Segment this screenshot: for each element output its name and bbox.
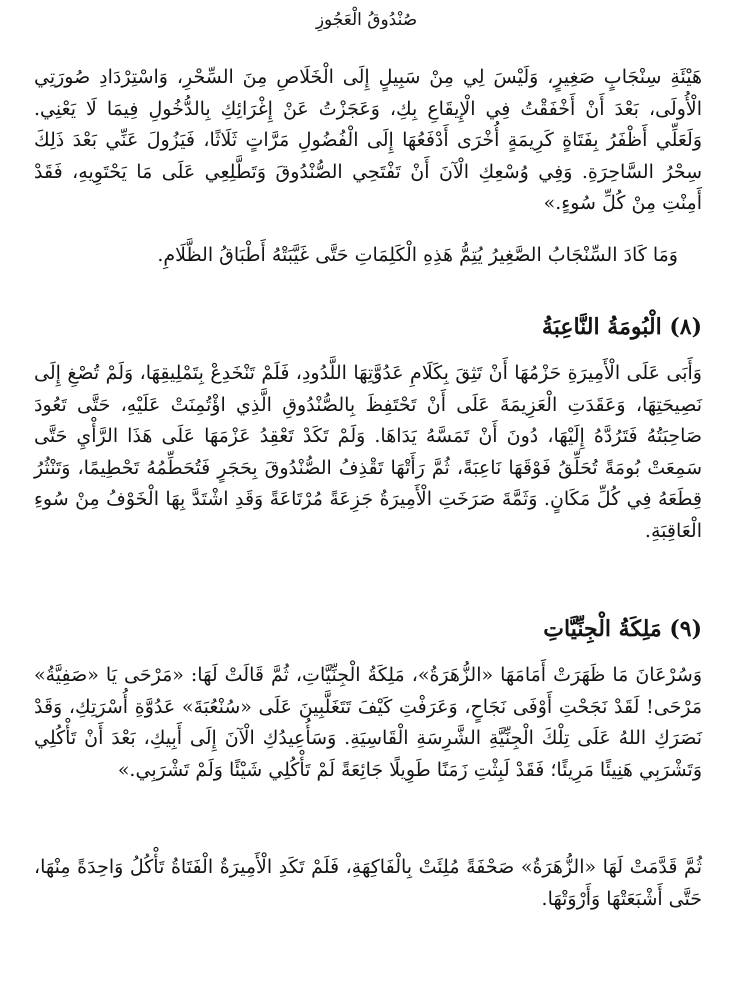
paragraph-5: ثُمَّ قَدَّمَتْ لَهَا «الزُّهَرَةُ» صَحْفَةً مُلِئَتْ بِالْفَاكِهَةِ، فَلَمْ تَكَدِ الْأَمِيرَةُ الْفَتَاةُ تَأْكُلُ وَاحِدَةً مِنْهَا، حَتَّى أَشْبَعَتْهَا وَأَرْوَتْهَا. [34,856,702,910]
paragraph-2: وَمَا كَادَ السِّنْجَابُ الصَّغِيرُ يُتِمُّ هَذِهِ الْكَلِمَاتِ حَتَّى غَيَّبَتْهُ أَطْبَاقُ الظَّلَامِ. [157,244,678,266]
chapter-heading-8: (٨) الْبُومَةُ النَّاعِبَةُ [541,314,702,340]
paragraph-3: وَأَبَى عَلَى الْأَمِيرَةِ حَزْمُهَا أَنْ تَثِقَ بِكَلَامِ عَدُوَّتِهَا اللَّدُودِ، فَلَمْ تَنْخَدِعْ بِتَمْلِيقِهَا، وَلَمْ تُصْغِ إِلَى نَصِيحَتِهَا، وَعَقَدَتِ الْعَزِيمَةَ عَلَى أَنْ تَحْتَفِظَ بِالصُّنْدُوقِ الَّذِي اؤْتُمِنَتْ عَلَيْهِ، حَتَّى تَعُودَ صَاحِبَتُهُ فَتَرُدَّهُ إِلَيْهَا، دُونَ أَنْ تَمَسَّهُ يَدَاهَا. وَلَمْ تَكَدْ تَعْقِدُ عَزْمَهَا عَلَى هَذَا الرَّأْيِ حَتَّى سَمِعَتْ بُومَةً تُحَلِّقُ فَوْقَهَا نَاعِبَةً، ثُمَّ رَأَتْهَا تَقْذِفُ الصُّنْدُوقَ بِحَجَرٍ فَتُحَطِّمُهُ تَحْطِيمًا، وَتَنْثُرُ قِطَعَهُ فِي كُلِّ مَكَانٍ. وَثَمَّةَ صَرَخَتِ الْأَمِيرَةُ جَزِعَةً مُرْتَاعَةً وَقَدِ اشْتَدَّ بِهَا الْخَوْفُ مِنْ سُوءِ الْعَاقِبَةِ. [34,362,702,542]
running-head: صُنْدُوقُ الْعَجُوزِ [315,10,418,30]
chapter-heading-9: (٩) مَلِكَةُ الْجِنِّيَّاتِ [543,616,702,642]
paragraph-4: وَسُرْعَانَ مَا ظَهَرَتْ أَمَامَهَا «الزُّهَرَةُ»، مَلِكَةُ الْجِنِّيَّاتِ، ثُمَّ قَالَتْ لَهَا: «مَرْحَى يَا «صَفِيَّةُ» مَرْحَى! لَقَدْ نَجَحْتِ أَوْفَى نَجَاحٍ، وَعَرَفْتِ كَيْفَ تَتَغَلَّبِينَ عَلَى «سُنْعُبَةَ» عَدُوَّةِ أُسْرَتِكِ، وَقَدْ نَصَرَكِ اللهُ عَلَى تِلْكَ الْجِنِّيَّةِ الشَّرِسَةِ الْقَاسِيَةِ. وَسَأُعِيدُكِ الْآنَ إِلَى أَبِيكِ، بَعْدَ أَنْ تَأْكُلِي وَتَشْرَبِي هَنِيئًا مَرِيئًا؛ فَقَدْ لَبِثْتِ زَمَنًا طَوِيلًا جَائِعَةً لَمْ تَأْكُلِي شَيْئًا وَلَمْ تَشْرَبِي.» [34,664,702,781]
paragraph-1: هَيْئَةِ سِنْجَابٍ صَغِيرٍ، وَلَيْسَ لِي مِنْ سَبِيلٍ إِلَى الْخَلَاصِ مِنَ السِّحْرِ، وَاسْتِرْدَادِ صُورَتِي الْأُولَى، بَعْدَ أَنْ أَخْفَقْتُ فِي الْإِيقَاعِ بِكِ، وَعَجَزْتُ عَنْ إِغْرَائِكِ بِالدُّخُولِ فِيمَا لَا يَعْنِي. وَلَعَلِّي أَظْفَرُ بِفَتَاةٍ كَرِيمَةٍ أُخْرَى أَدْفَعُهَا إِلَى الْفُضُولِ مَرَّاتٍ ثَلَاثًا، فَيَزُولَ عَنِّي بَعْدَ ذَلِكَ سِحْرُ السَّاحِرَةِ. وَفِي وُسْعِكِ الْآنَ أَنْ تَفْتَحِي الصُّنْدُوقَ وَتَطَّلِعِي عَلَى مَا يَحْتَوِيهِ، فَقَدْ أَمِنْتِ مِنْ كُلِّ سُوءٍ.» [34,66,702,214]
